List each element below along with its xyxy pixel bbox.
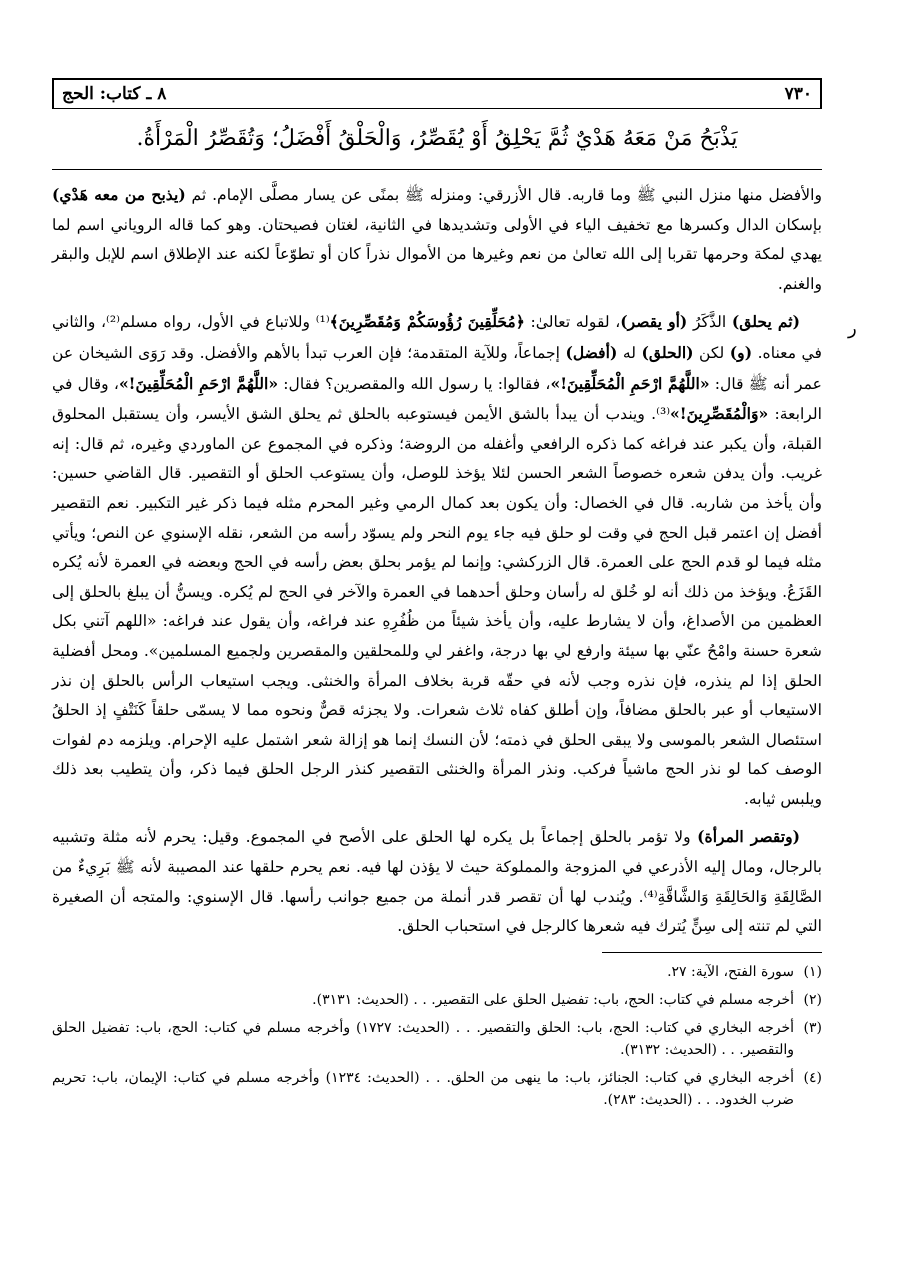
bold-term: «اللَّهُمَّ ارْحَمِ الْمُحَلِّقِينَ!»: [550, 373, 710, 393]
running-header: [52, 78, 822, 109]
bold-term: «اللَّهُمَّ ارْحَمِ الْمُحَلِّقِينَ!»: [118, 373, 279, 393]
text-run: ، لقوله تعالىٰ:: [524, 313, 621, 332]
commentary: [52, 180, 822, 942]
footnotes: [52, 961, 822, 1111]
text-run: والأفضل منها منزل النبي ﷺ وما قاربه. قال الأزرقي: ومنزله ﷺ بمنًى عن يسار مصلَّى الإمام. ثم: [185, 186, 822, 204]
matn-text: يَذْبَحُ مَنْ مَعَهُ هَدْيٌ ثُمَّ يَحْلِقُ أَوْ يُقَصِّرُ، وَالْحَلْقُ أَفْضَلُ؛ وَتُقَصِّرُ الْمَرْأَةُ.: [136, 126, 738, 151]
bold-term: (أفضل): [565, 342, 618, 362]
footnote: [52, 1017, 822, 1061]
footnote-number: (٤): [803, 1069, 822, 1086]
bold-term: «وَالْمُقَصِّرِينَ!»: [670, 404, 769, 424]
bold-term: (يذبح من معه هَدْي): [52, 185, 186, 204]
text-run: الذَّكَرُ: [687, 313, 732, 332]
footnote-number: (٣): [803, 1019, 822, 1036]
text-run: ، وقال في الرابعة:: [52, 374, 822, 424]
footnote-text: أخرجه البخاري في كتاب: الجنائز، باب: ما ينهى من الحلق. . . (الحديث: ١٢٣٤) وأخرجه مسلم في كتاب: الإيمان، باب: تحريم ضرب الخدود. . . (الحديث: ٢٨٣).: [52, 1069, 794, 1108]
commentary-paragraph: [52, 822, 822, 941]
bold-term: (ثم يحلق): [731, 312, 801, 332]
text-run: ، فقالوا: يا رسول الله والمقصرين؟ فقال:: [278, 374, 551, 393]
footnote-number: (٢): [803, 991, 822, 1008]
chapter-title: ٨ ـ كتاب: الحج: [62, 84, 167, 104]
commentary-paragraph: [52, 180, 822, 299]
footnote: [52, 989, 822, 1011]
bold-term: (الحلق): [641, 342, 694, 362]
bold-term: ﴿مُحَلِّقِينَ رُؤُوسَكُمْ وَمُقَصِّرِينَ﴾: [329, 312, 525, 332]
margin-mark: ر: [848, 318, 857, 339]
footnote-text: أخرجه مسلم في كتاب: الحج، باب: تفضيل الحلق على التقصير. . . (الحديث: ٣١٣١).: [312, 991, 794, 1008]
text-run: لكن: [693, 343, 730, 362]
footnote: [52, 1067, 822, 1111]
text-run: ⁽¹⁾ وللاتباع في الأول، رواه مسلم⁽²⁾، والثاني في معناه.: [52, 313, 823, 362]
text-run: له: [617, 343, 642, 362]
commentary-paragraph: [52, 307, 822, 814]
text-run: ⁽³⁾. ويندب أن يبدأ بالشق الأيمن فيستوعبه بالحلق ثم يحلق الشق الأيسر، وأن يستقبل المحلوق القبلة، وأن يكبر عند فراغه كما ذكره الرافعي وأغفله من الروضة؛ وذكره في المجموع عن الماوردي وغيره، ثم قال: إنه غريب. وأن يدفن شعره خصوصاً الشعر الحسن لئلا يؤخذ للوصل، وأن يستوعب الحلق أو التقصير. قال القاضي حسين: وأن يأخذ من شاربه. قال في الخصال: وأن يكون بعد كمال الرمي وغير المحرم مثله فيما ذكر غير التكبير. نعم التقصير أفضل إن اعتمر قبل الحج في وقت لو حلق فيه جاء يوم النحر ولم يسوّد رأسه من الشعر، نقله الإسنوي عن النص؛ ويأتي مثله فيما لو قدم الحج على العمرة. قال الزركشي: وإنما لم يؤمر بحلق بعض رأسه في الحج وبعضه في العمرة لأنه يُكره القَزَعُ. ويؤخذ من ذلك أنه لو خُلق له رأسان وحلق أحدهما في العمرة والآخر في الحج لم يُكره. ويسنُّ أن يبلغ بالحلق إلى العظمين من الأصداغ، وأن لا يشارط عليه، وأن يأخذ شيئاً من ظُفُرِهِ عند فراغه، وأن يقول عند فراغه: «اللهم آتني بكل شعرة حسنة وامْحُ عنّي بها سيئة وارفع لي بها درجة، واغفر لي وللمحلقين والمقصرين ولجميع المسلمين». ومحل أفضلية الحلق إذا لم ينذره، فإن نذره وجب لأنه في حقّه قربة بخلاف المرأة والخنثى. ويجب استيعاب الرأس بالحلق إن نذر الاستيعاب أو عبر بالحلق مضافاً، وإن أطلق كفاه ثلاث شعرات. ولا يجزئه قصٌّ ونحوه مما لا يسمّى حلقاً كَنَتْفٍ إذ الحلقُ استئصال الشعر بالموسى ولا يبقى الحلق في ذمته؛ لأن النسك إنما هو إزالة شعر اشتمل عليه الإحرام. ويلزمه دم لفوات الوصف كما لو نذر الحج ماشياً فركب. ونذر المرأة والخنثى التقصير كنذر الرجل الحلق فيما ذكر، وأن يتطيب بعد ذلك ويلبس ثيابه.: [52, 405, 822, 808]
text-run: بإسكان الدال وكسرها مع تخفيف الياء في الأولى وتشديدها في الثانية، لغتان فصيحتان. وهو كما قاله الروياني اسم لما يهدي لمكة وحرمها تقربا إلى الله تعالىٰ من نعم وغيرها من الأموال نذراً كان أو تطوّعاً لكنه عند الإطلاق اسم للإبل والبقر والغنم.: [52, 215, 822, 293]
bold-term: (أو يقصر): [620, 312, 688, 332]
page-number: ٧٣٠: [784, 84, 812, 104]
footnote-divider: [602, 952, 822, 953]
text-run: ولا تؤمر بالحلق إجماعاً بل يكره لها الحلق على الأصح في المجموع. وقيل: يحرم لأنه مثلة وتشبيه بالرجال، ومال إليه الأذرعي في المزوجة والمملوكة حيث لا يؤذن لها فيه. نعم يحرم حلقها عند المصيبة لأنه ﷺ بَرِيءٌ من الصَّالِقَةِ وَالحَالِقَةِ وَالشَّاقَّةِ⁽⁴⁾. ويُندب لها أن تقصر قدر أنملة من جميع جوانب رأسها. قال الإسنوي: والمتجه أن الصغيرة التي لم تنته إلى سِنٍّ يُترك فيه شعرها كالرجل في استحباب الحلق.: [52, 828, 822, 936]
bold-term: (و): [729, 342, 753, 362]
matn-divider: [52, 169, 822, 170]
page: [52, 78, 822, 1117]
footnote-text: أخرجه البخاري في كتاب: الحج، باب: الحلق والتقصير. . . (الحديث: ١٧٢٧) وأخرجه مسلم في كتاب: الحج، باب: تفضيل الحلق والتقصير. . . (الحديث: ٣١٣٢).: [52, 1019, 794, 1058]
footnote-number: (١): [803, 963, 822, 980]
bold-term: (وتقصر المرأة): [697, 827, 800, 847]
footnote: [52, 961, 822, 983]
footnote-text: سورة الفتح، الآية: ٢٧.: [667, 963, 794, 980]
text-run: إجماعاً، وللآية المتقدمة؛ فإن العرب تبدأ بالأهم والأفضل. وقد رَوَى الشيخان عن عمر أنه ﷺ قال:: [52, 343, 822, 393]
